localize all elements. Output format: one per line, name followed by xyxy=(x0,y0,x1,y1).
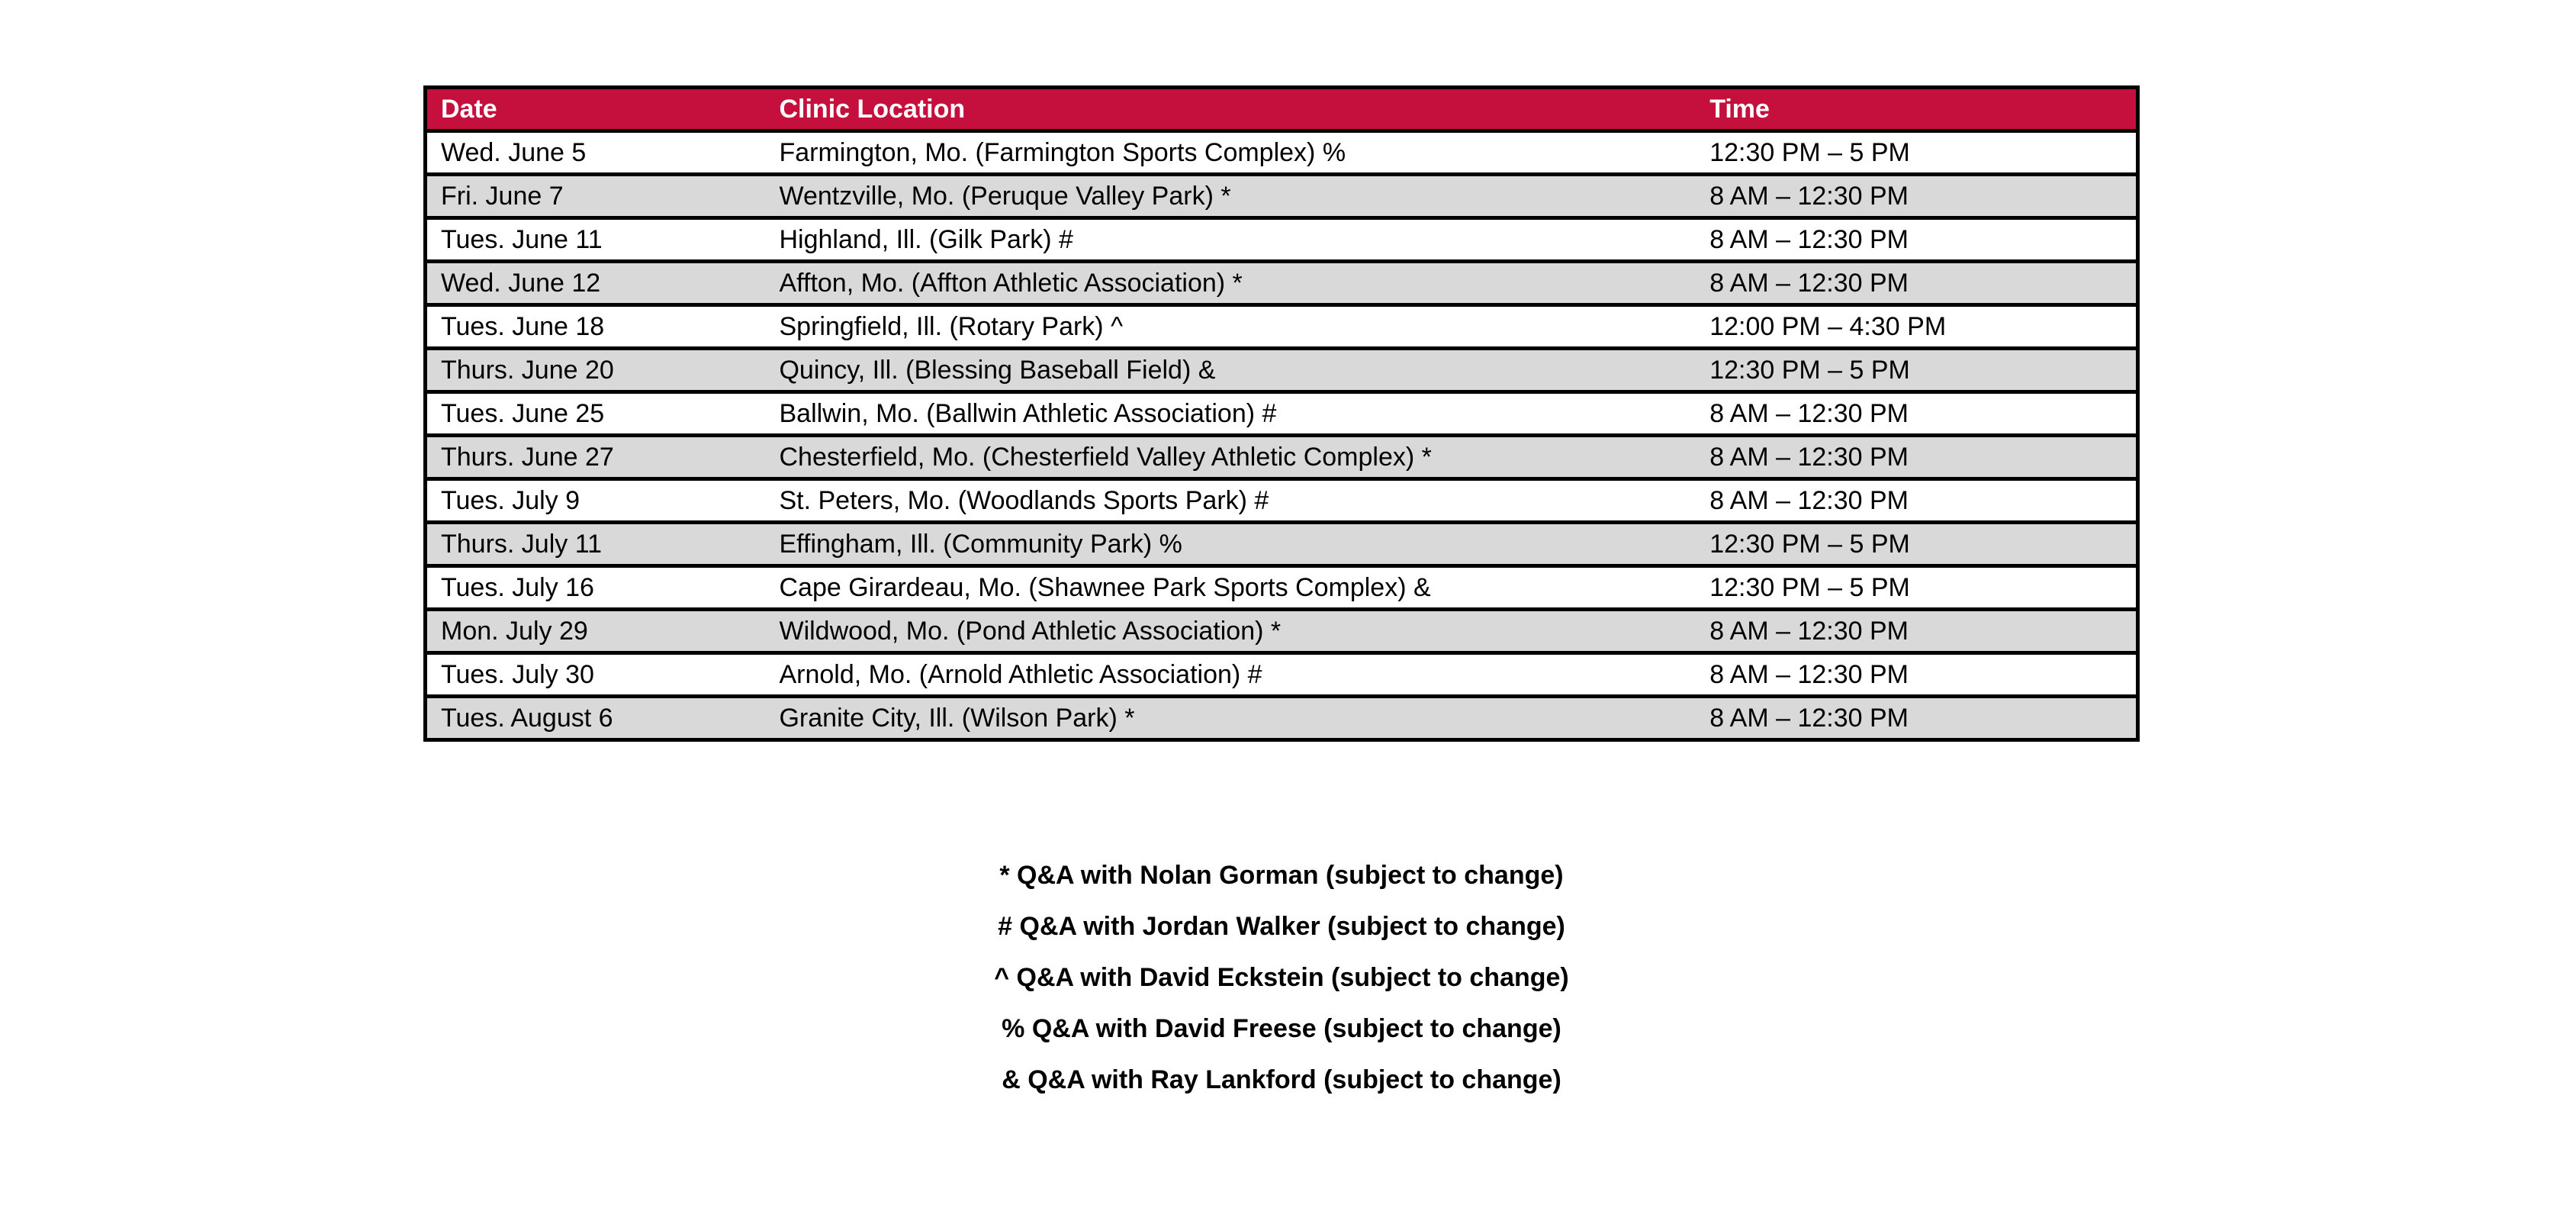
table-row xyxy=(426,436,2138,479)
table-row xyxy=(426,131,2138,175)
column-header-time: Time xyxy=(1696,88,2137,131)
cell-clinic-location: Wentzville, Mo. (Peruque Valley Park) * xyxy=(765,175,1696,218)
clinic-schedule-table xyxy=(423,85,2140,742)
cell-date: Tues. June 11 xyxy=(426,218,766,262)
cell-date: Thurs. June 20 xyxy=(426,349,766,392)
footnote-nolan-gorman: * Q&A with Nolan Gorman (subject to change) xyxy=(999,861,1564,890)
cell-date: Thurs. June 27 xyxy=(426,436,766,479)
cell-date: Wed. June 12 xyxy=(426,262,766,305)
cell-time: 8 AM – 12:30 PM xyxy=(1696,610,2137,653)
table-row xyxy=(426,262,2138,305)
cell-date: Tues. June 25 xyxy=(426,392,766,436)
footnote-david-freese: % Q&A with David Freese (subject to change) xyxy=(1002,1014,1561,1043)
table-header-row xyxy=(426,88,2138,131)
table-row xyxy=(426,392,2138,436)
footnotes-block xyxy=(423,850,2140,1106)
cell-time: 8 AM – 12:30 PM xyxy=(1696,392,2137,436)
table-row xyxy=(426,349,2138,392)
table-header xyxy=(426,88,2138,131)
table-row xyxy=(426,610,2138,653)
cell-clinic-location: Wildwood, Mo. (Pond Athletic Association) * xyxy=(765,610,1696,653)
cell-date: Tues. July 30 xyxy=(426,653,766,697)
table-row xyxy=(426,566,2138,610)
cell-clinic-location: Highland, Ill. (Gilk Park) # xyxy=(765,218,1696,262)
table-row xyxy=(426,175,2138,218)
footnote-david-eckstein: ^ Q&A with David Eckstein (subject to change) xyxy=(994,963,1569,992)
cell-date: Thurs. July 11 xyxy=(426,523,766,566)
footnote-jordan-walker: # Q&A with Jordan Walker (subject to change) xyxy=(998,912,1565,941)
cell-date: Wed. June 5 xyxy=(426,131,766,175)
column-header-clinic-location: Clinic Location xyxy=(765,88,1696,131)
cell-date: Tues. June 18 xyxy=(426,305,766,349)
cell-clinic-location: Springfield, Ill. (Rotary Park) ^ xyxy=(765,305,1696,349)
table-row xyxy=(426,697,2138,740)
cell-clinic-location: Arnold, Mo. (Arnold Athletic Association) # xyxy=(765,653,1696,697)
cell-date: Tues. July 16 xyxy=(426,566,766,610)
table-row xyxy=(426,305,2138,349)
cell-date: Tues. August 6 xyxy=(426,697,766,740)
cell-time: 12:00 PM – 4:30 PM xyxy=(1696,305,2137,349)
cell-clinic-location: Ballwin, Mo. (Ballwin Athletic Association) # xyxy=(765,392,1696,436)
cell-clinic-location: Farmington, Mo. (Farmington Sports Complex) % xyxy=(765,131,1696,175)
cell-date: Mon. July 29 xyxy=(426,610,766,653)
table-row xyxy=(426,523,2138,566)
table-row xyxy=(426,479,2138,523)
cell-time: 8 AM – 12:30 PM xyxy=(1696,697,2137,740)
cell-time: 8 AM – 12:30 PM xyxy=(1696,653,2137,697)
footnote-ray-lankford: & Q&A with Ray Lankford (subject to change) xyxy=(1002,1065,1561,1094)
cell-clinic-location: Affton, Mo. (Affton Athletic Association) * xyxy=(765,262,1696,305)
cell-clinic-location: Granite City, Ill. (Wilson Park) * xyxy=(765,697,1696,740)
cell-date: Fri. June 7 xyxy=(426,175,766,218)
table-row xyxy=(426,218,2138,262)
cell-time: 8 AM – 12:30 PM xyxy=(1696,218,2137,262)
cell-time: 12:30 PM – 5 PM xyxy=(1696,349,2137,392)
cell-time: 8 AM – 12:30 PM xyxy=(1696,436,2137,479)
cell-time: 12:30 PM – 5 PM xyxy=(1696,566,2137,610)
column-header-date: Date xyxy=(426,88,766,131)
cell-time: 8 AM – 12:30 PM xyxy=(1696,479,2137,523)
cell-clinic-location: Effingham, Ill. (Community Park) % xyxy=(765,523,1696,566)
cell-clinic-location: Cape Girardeau, Mo. (Shawnee Park Sports Complex) & xyxy=(765,566,1696,610)
cell-time: 12:30 PM – 5 PM xyxy=(1696,523,2137,566)
cell-time: 8 AM – 12:30 PM xyxy=(1696,175,2137,218)
clinic-schedule-table-container xyxy=(423,85,2140,742)
cell-clinic-location: Quincy, Ill. (Blessing Baseball Field) & xyxy=(765,349,1696,392)
table-row xyxy=(426,653,2138,697)
cell-clinic-location: St. Peters, Mo. (Woodlands Sports Park) # xyxy=(765,479,1696,523)
cell-time: 8 AM – 12:30 PM xyxy=(1696,262,2137,305)
cell-date: Tues. July 9 xyxy=(426,479,766,523)
cell-time: 12:30 PM – 5 PM xyxy=(1696,131,2137,175)
cell-clinic-location: Chesterfield, Mo. (Chesterfield Valley Athletic Complex) * xyxy=(765,436,1696,479)
table-body xyxy=(426,131,2138,740)
